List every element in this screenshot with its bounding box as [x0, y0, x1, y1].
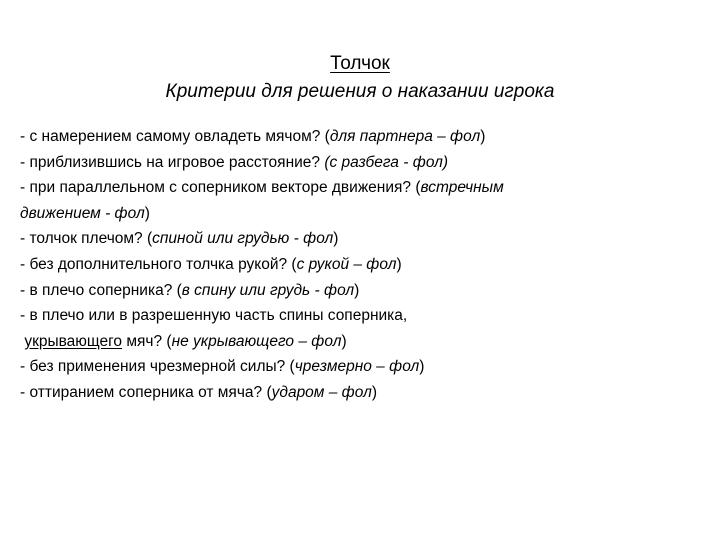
- criteria-foul-note: встречным: [420, 179, 504, 197]
- criteria-item-continuation: движением - фол): [20, 204, 150, 222]
- criteria-foul-note: (с разбега - фол): [324, 153, 449, 171]
- criteria-item: - в плечо или в разрешенную часть спины соперника,: [20, 307, 408, 325]
- criteria-item: - толчок плечом? (спиной или грудью - фол): [20, 230, 339, 248]
- criteria-item: - в плечо соперника? (в спину или грудь - фол): [20, 281, 360, 299]
- criteria-item: - без дополнительного толчка рукой? (с рукой – фол): [20, 255, 402, 273]
- page-title: Толчок: [330, 53, 390, 74]
- criteria-item: - приблизившись на игровое расстояние? (с разбега - фол): [20, 153, 449, 171]
- criteria-item: - с намерением самому овладеть мячом? (для партнера – фол): [20, 128, 486, 145]
- page-subtitle: Критерии для решения о наказании игрока: [165, 81, 555, 102]
- criteria-foul-note: чрезмерно – фол: [294, 358, 420, 376]
- criteria-foul-note: ударом – фол: [271, 383, 372, 401]
- criteria-item: - при параллельном с соперником векторе движения? (встречным: [20, 179, 504, 197]
- criteria-list: [20, 124, 700, 406]
- criteria-item-continuation: укрывающего мяч? (не укрывающего – фол): [24, 332, 347, 350]
- criteria-foul-note: для партнера – фол: [329, 128, 481, 145]
- criteria-foul-note: с рукой – фол: [296, 255, 397, 273]
- title-block: [0, 50, 720, 106]
- criteria-item: - оттиранием соперника от мяча? (ударом – фол): [20, 383, 377, 401]
- criteria-foul-note: движением - фол: [20, 204, 145, 222]
- criteria-foul-note: спиной или грудью - фол: [152, 230, 334, 248]
- underlined-term: укрывающего: [24, 332, 123, 350]
- criteria-foul-note: в спину или грудь - фол: [181, 281, 355, 299]
- criteria-item: - без применения чрезмерной силы? (чрезмерно – фол): [20, 358, 425, 376]
- criteria-foul-note: не укрывающего – фол: [171, 332, 342, 350]
